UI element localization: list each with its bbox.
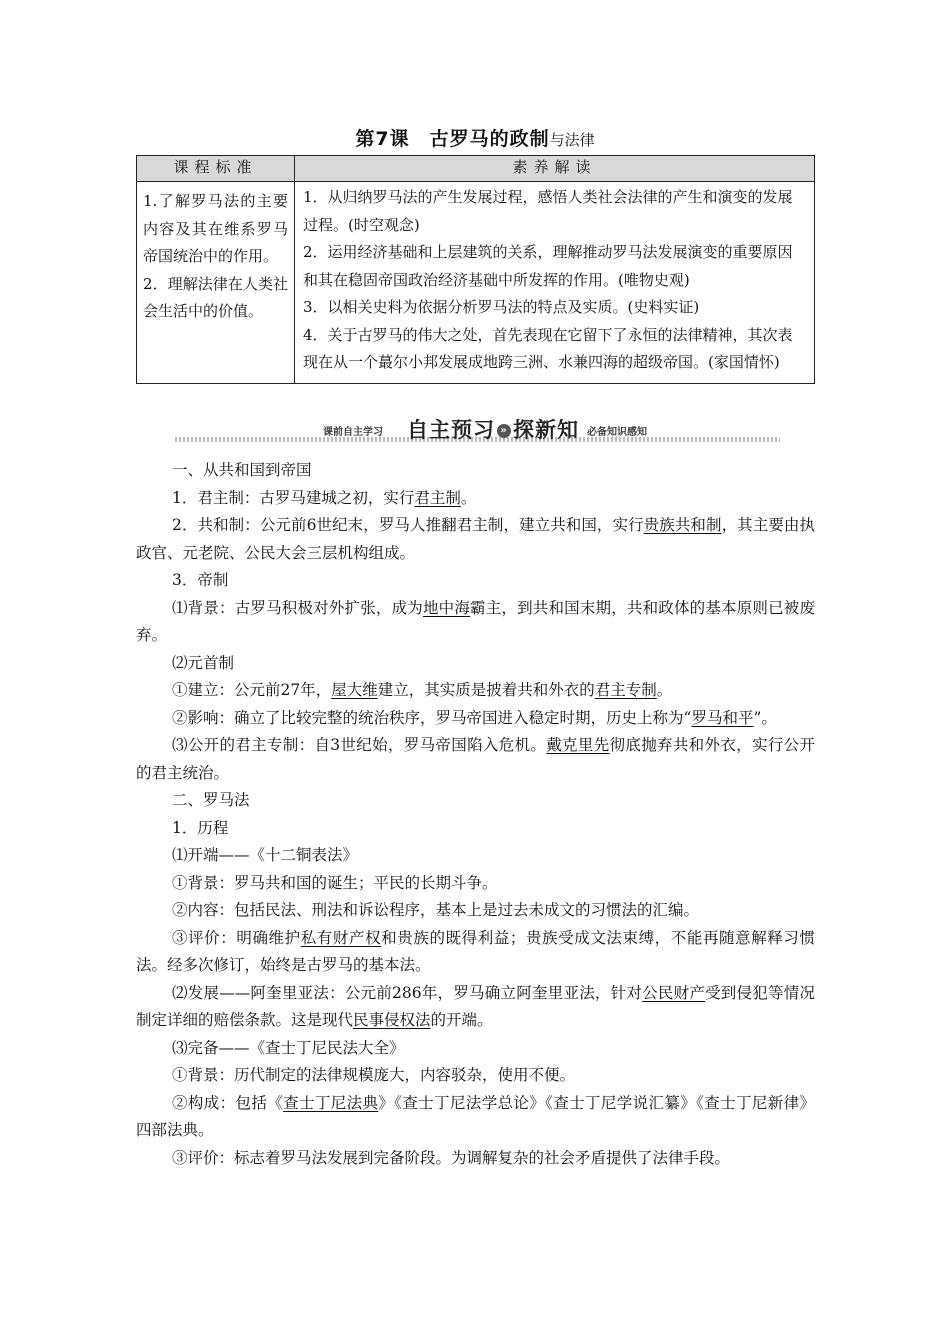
page-title bbox=[0, 124, 950, 151]
key-term: 地中海 bbox=[422, 598, 471, 617]
standards-cell bbox=[137, 182, 295, 384]
paragraph: ③评价：标志着罗马法发展到完备阶段。为调解复杂的社会矛盾提供了法律手段。 bbox=[172, 1148, 731, 1167]
paragraph: ①建立：公元前27年，屋大维建立，其实质是披着共和外衣的君主专制。 bbox=[172, 681, 673, 699]
section-heading: 一、从共和国到帝国 bbox=[172, 461, 312, 479]
banner-title-part2: 探新知 bbox=[513, 418, 579, 442]
header-interpretation: 素养解读 bbox=[295, 156, 815, 182]
paragraph: ②影响：确立了比较完整的统治秩序，罗马帝国进入稳定时期，历史上称为“罗马和平”。 bbox=[172, 708, 777, 727]
standards-table bbox=[136, 155, 815, 384]
key-term: 君主制 bbox=[414, 488, 461, 507]
paragraph: ①背景：罗马共和国的诞生；平民的长期斗争。 bbox=[172, 873, 498, 892]
paragraph: ⑵发展——阿奎里亚法：公元前286年，罗马确立阿奎里亚法，针对公民财产受到侵犯等情况制定详细的赔偿条款。这是现代民事侵权法的开端。 bbox=[136, 983, 815, 1029]
paragraph: ①背景：历代制定的法律规模庞大，内容驳杂，使用不便。 bbox=[172, 1066, 576, 1084]
key-term: 查士丁尼法典 bbox=[283, 1093, 379, 1112]
paragraph: 3．帝制 bbox=[172, 571, 229, 589]
paragraph: 1．历程 bbox=[172, 818, 229, 837]
section-banner bbox=[175, 413, 780, 445]
paragraph: ②构成：包括《查士丁尼法典》《查士丁尼法学总论》《查士丁尼学说汇纂》《查士丁尼新律》四部法典。 bbox=[136, 1093, 815, 1139]
paragraph: ②内容：包括民法、刑法和诉讼程序，基本上是过去未成文的习惯法的汇编。 bbox=[172, 901, 700, 919]
standard-item: 2．理解法律在人类社会生活中的价值。 bbox=[143, 274, 288, 320]
key-term: 君主专制 bbox=[594, 681, 657, 699]
interpretation-cell bbox=[295, 182, 815, 384]
header-standards: 课程标准 bbox=[137, 156, 295, 182]
key-term: 戴克里先 bbox=[546, 736, 610, 754]
banner-title bbox=[407, 414, 579, 444]
paragraph: ③评价：明确维护私有财产权和贵族的既得利益；贵族受成文法束缚，不能再随意解释习惯法。经多次修订，始终是古罗马的基本法。 bbox=[136, 928, 815, 974]
key-term: 罗马和平 bbox=[691, 708, 754, 727]
title-main: 第7课 古罗马的政制 bbox=[355, 128, 550, 150]
paragraph: ⑵元首制 bbox=[172, 653, 235, 672]
banner-title-part1: 自主预习 bbox=[407, 418, 495, 442]
title-sub: 与法律 bbox=[549, 131, 595, 149]
lesson-content bbox=[136, 457, 815, 1172]
key-term: 贵族共和制 bbox=[643, 516, 722, 534]
interpretation-item: 3．以相关史料为依据分析罗马法的特点及实质。(史料实证) bbox=[303, 298, 700, 316]
chevron-right-icon: » bbox=[497, 424, 511, 438]
section-heading: 二、罗马法 bbox=[172, 791, 250, 809]
key-term: 私有财产权 bbox=[300, 928, 382, 947]
interpretation-item: 1．从归纳罗马法的产生发展过程，感悟人类社会法律的产生和演变的发展过程。(时空观念) bbox=[303, 188, 793, 234]
paragraph: ⑴开端——《十二铜表法》 bbox=[172, 846, 359, 864]
banner-right-label: 必备知识感知 bbox=[587, 427, 647, 438]
paragraph: 1．君主制：古罗马建城之初，实行君主制。 bbox=[172, 488, 477, 507]
paragraph: ⑶完备——《查士丁尼民法大全》 bbox=[172, 1038, 405, 1057]
interpretation-item: 2．运用经济基础和上层建筑的关系，理解推动罗马法发展演变的重要原因和其在稳固帝国政治经济基础中所发挥的作用。(唯物史观) bbox=[303, 243, 793, 289]
key-term: 公民财产 bbox=[642, 983, 706, 1002]
paragraph: ⑴背景：古罗马积极对外扩张，成为地中海霸主，到共和国末期，共和政体的基本原则已被废弃。 bbox=[136, 598, 815, 644]
banner-left-label: 课前自主学习 bbox=[323, 427, 383, 438]
interpretation-item: 4．关于古罗马的伟大之处，首先表现在它留下了永恒的法律精神，其次表现在从一个蕞尔小邦发展成地跨三洲、水兼四海的超级帝国。(家国情怀) bbox=[303, 325, 793, 371]
key-term: 屋大维 bbox=[331, 681, 378, 699]
paragraph: 2．共和制：公元前6世纪末，罗马人推翻君主制，建立共和国，实行贵族共和制，其主要由执政官、元老院、公民大会三层机构组成。 bbox=[136, 516, 815, 562]
standard-item: 1.了解罗马法的主要内容及其在维系罗马帝国统治中的作用。 bbox=[143, 192, 288, 265]
paragraph: ⑶公开的君主专制：自3世纪始，罗马帝国陷入危机。戴克里先彻底抛弃共和外衣，实行公开的君主统治。 bbox=[136, 736, 815, 782]
key-term: 民事侵权法 bbox=[353, 1011, 431, 1029]
